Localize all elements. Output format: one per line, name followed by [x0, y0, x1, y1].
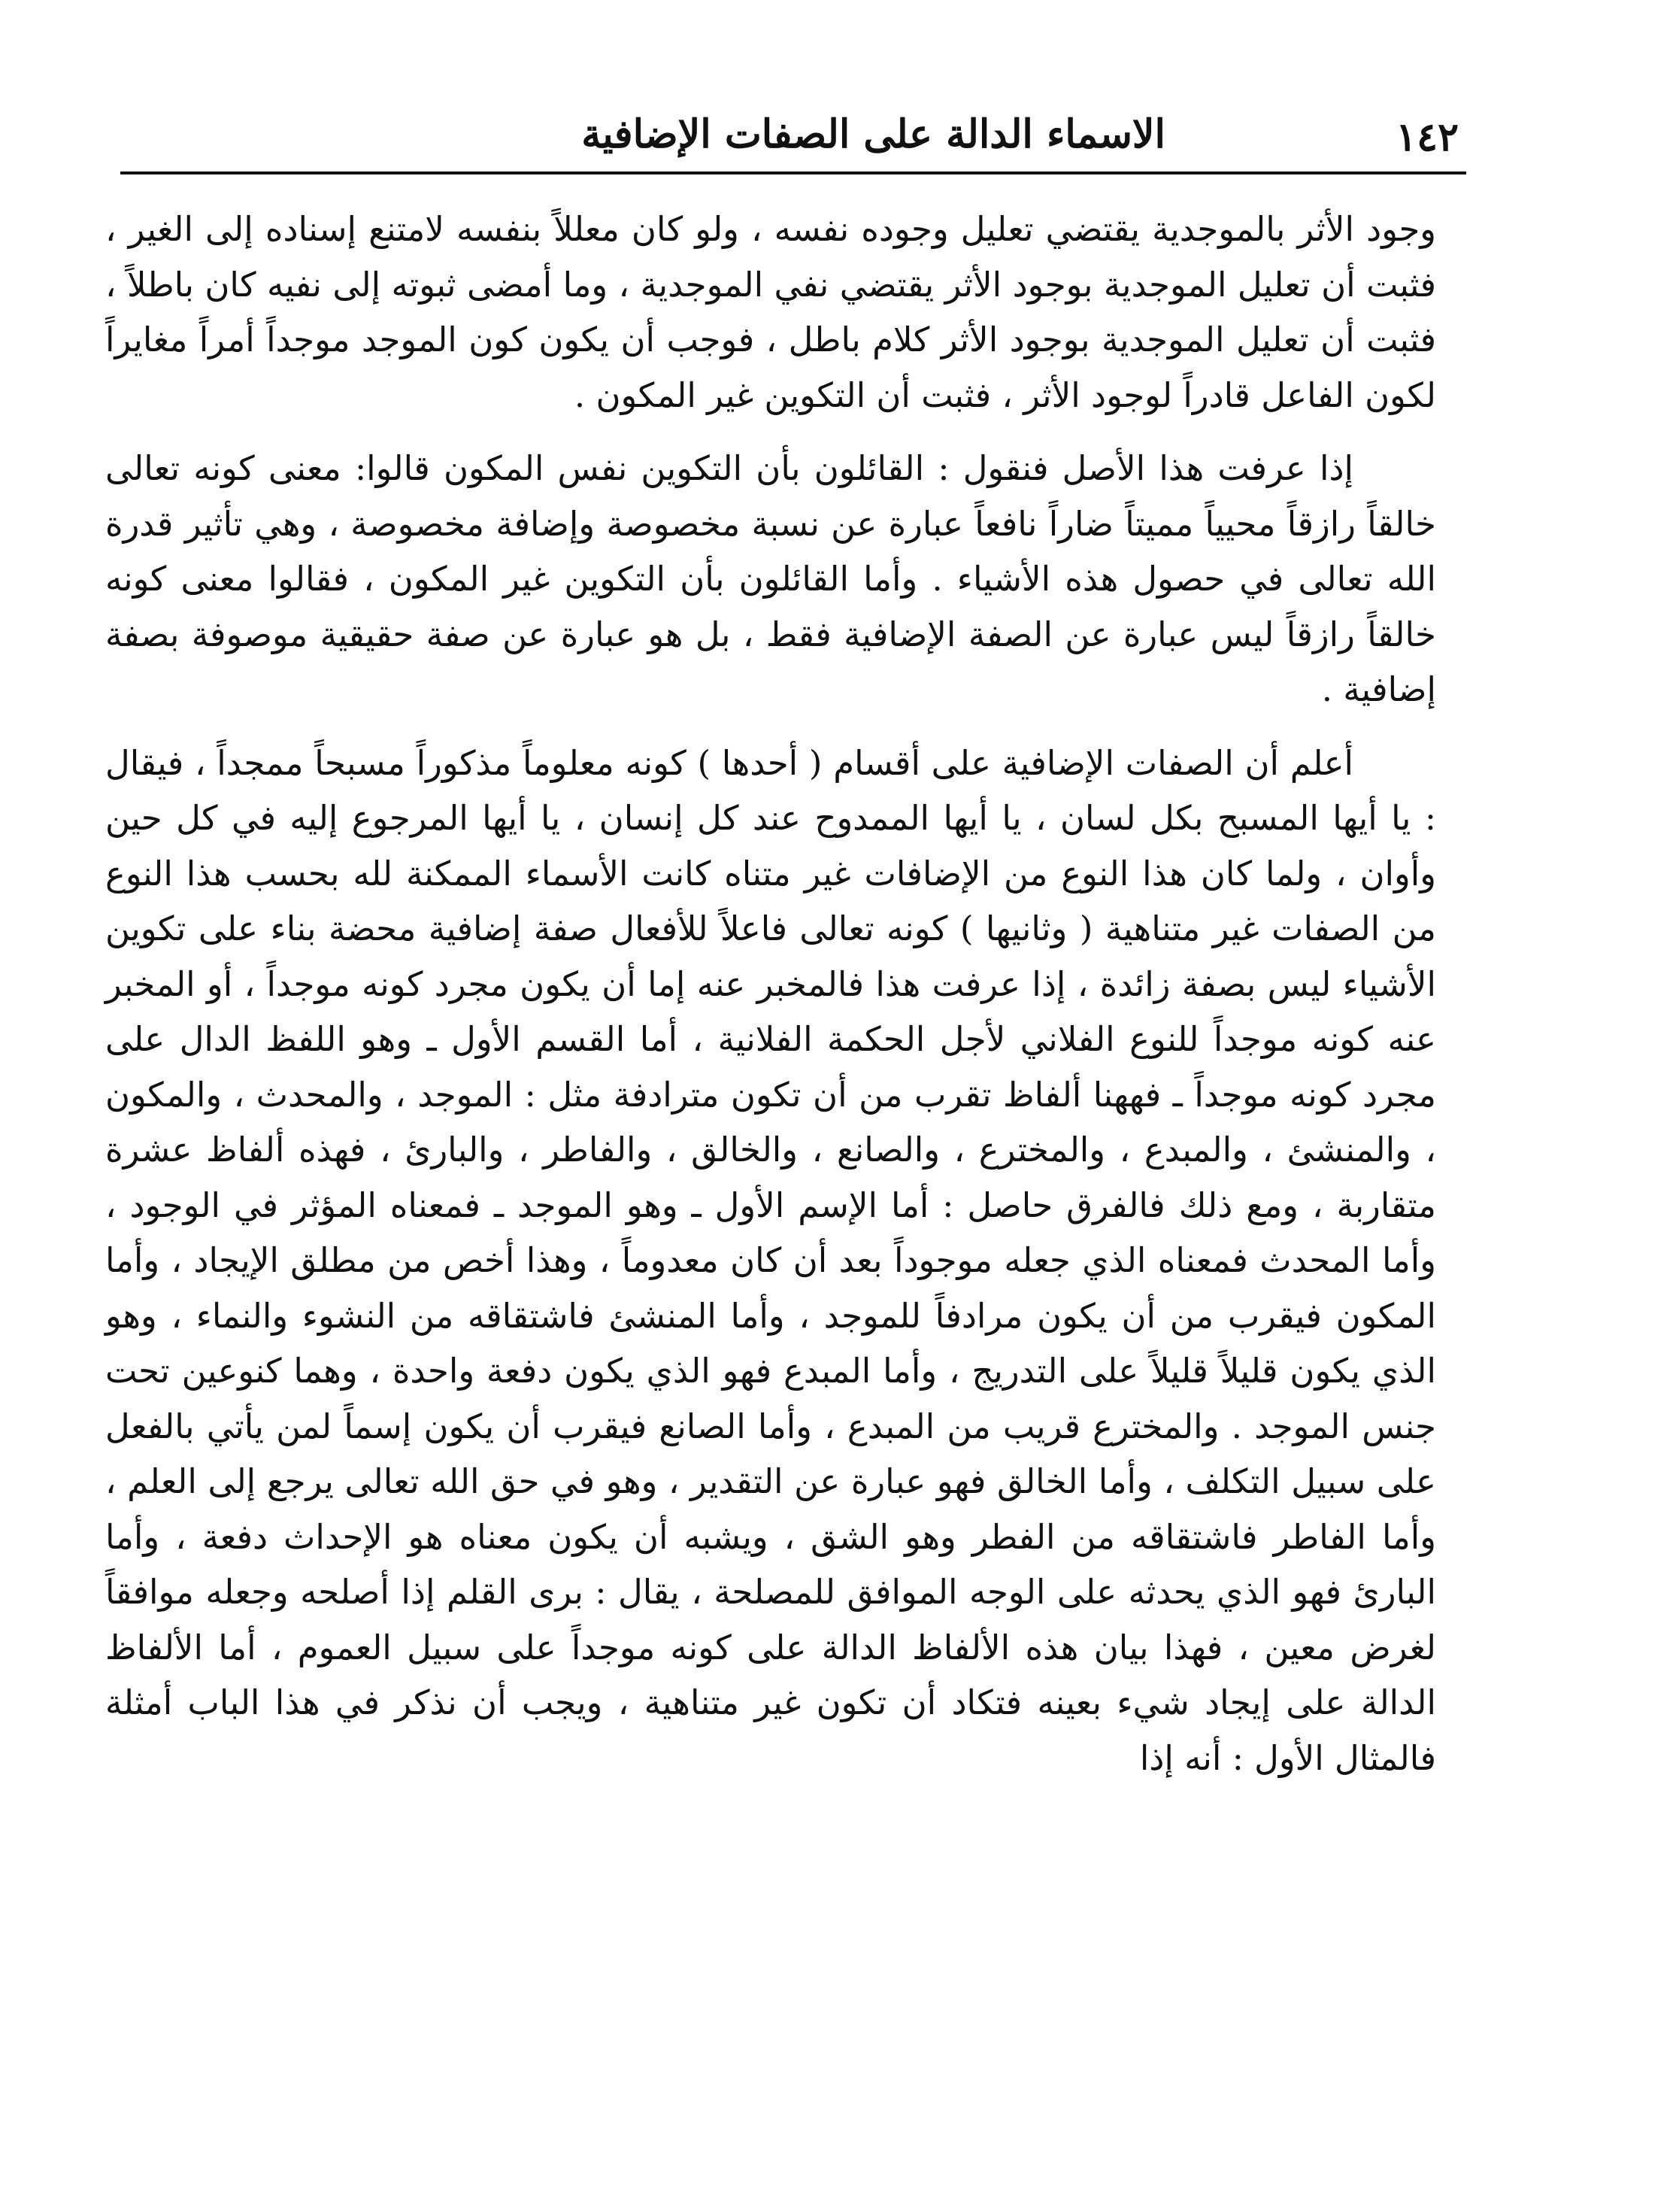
page-header [113, 98, 1459, 181]
paragraph: إذا عرفت هذا الأصل فنقول : القائلون بأن التكوين نفس المكون قالوا: معنى كونه تعالى خالقاً رازقاً محيياً مميتاً ضاراً نافعاً عبارة عن نسبة مخصوصة وإضافة مخصوصة ، وهي تأثير قدرة الله تعالى في حصول هذه الأشياء . وأما القائلون بأن التكوين غير المكون ، فقالوا معنى كونه خالقاً رازقاً ليس عبارة عن الصفة الإضافية فقط ، بل هو عبارة عن صفة حقيقية موصوفة بصفة إضافية . [105, 448, 1436, 709]
page-body [105, 202, 1436, 1786]
paragraph: وجود الأثر بالموجدية يقتضي تعليل وجوده نفسه ، ولو كان معللاً بنفسه لامتنع إسناده إلى الغير ، فثبت أن تعليل الموجدية بوجود الأثر يقتضي نفي الموجدية ، وما أمضى ثبوته إلى نفيه كان باطلاً ، فثبت أن تعليل الموجدية بوجود الأثر كلام باطل ، فوجب أن يكون كون الموجد موجداً أمراً مغايراً لكون الفاعل قادراً لوجود الأثر ، فثبت أن التكوين غير المكون . [105, 209, 1436, 415]
paragraph: أعلم أن الصفات الإضافية على أقسام ( أحدها ) كونه معلوماً مذكوراً مسبحاً ممجداً ، فيقال : يا أيها المسبح بكل لسان ، يا أيها الممدوح عند كل إنسان ، يا أيها المرجوع إليه في كل حين وأوان ، ولما كان هذا النوع من الإضافات غير متناه كانت الأسماء الممكنة لله بحسب هذا النوع من الصفات غير متناهية ( وثانيها ) كونه تعالى فاعلاً للأفعال صفة إضافية محضة بناء على تكوين الأشياء ليس بصفة زائدة ، إذا عرفت هذا فالمخبر عنه إما أن يكون مجرد كونه موجداً ، أو المخبر عنه كونه موجداً للنوع الفلاني لأجل الحكمة الفلانية ، أما القسم الأول ـ وهو اللفظ الدال على مجرد كونه موجداً ـ فههنا ألفاظ تقرب من أن تكون مترادفة مثل : الموجد ، والمحدث ، والمكون ، والمنشئ ، والمبدع ، والمخترع ، والصانع ، والخالق ، والفاطر ، والبارئ ، فهذه ألفاظ عشرة متقاربة ، ومع ذلك فالفرق حاصل : أما الإسم الأول ـ وهو الموجد ـ فمعناه المؤثر في الوجود ، وأما المحدث فمعناه الذي جعله موجوداً بعد أن كان معدوماً ، وهذا أخص من مطلق الإيجاد ، وأما المكون فيقرب من أن يكون مرادفاً للموجد ، وأما المنشئ فاشتقاقه من النشوء والنماء ، وهو الذي يكون قليلاً قليلاً على التدريج ، وأما المبدع فهو الذي يكون دفعة واحدة ، وهما كنوعين تحت جنس الموجد . والمخترع قريب من المبدع ، وأما الصانع فيقرب أن يكون إسماً لمن يأتي بالفعل على سبيل التكلف ، وأما الخالق فهو عبارة عن التقدير ، وهو في حق الله تعالى يرجع إلى العلم ، وأما الفاطر فاشتقاقه من الفطر وهو الشق ، ويشبه أن يكون معناه هو الإحداث دفعة ، وأما البارئ فهو الذي يحدثه على الوجه الموافق للمصلحة ، يقال : برى القلم إذا أصلحه وجعله موافقاً لغرض معين ، فهذا بيان هذه الألفاظ الدالة على كونه موجداً على سبيل العموم ، أما الألفاظ الدالة على إيجاد شيء بعينه فتكاد أن تكون غير متناهية ، ويجب أن نذكر في هذا الباب أمثلة فالمثال الأول : أنه إذا [105, 742, 1436, 1778]
header-rule [120, 171, 1466, 174]
page-number: ١٤٢ [1396, 114, 1459, 160]
running-title: الاسماء الدالة على الصفات الإضافية [581, 111, 1165, 157]
